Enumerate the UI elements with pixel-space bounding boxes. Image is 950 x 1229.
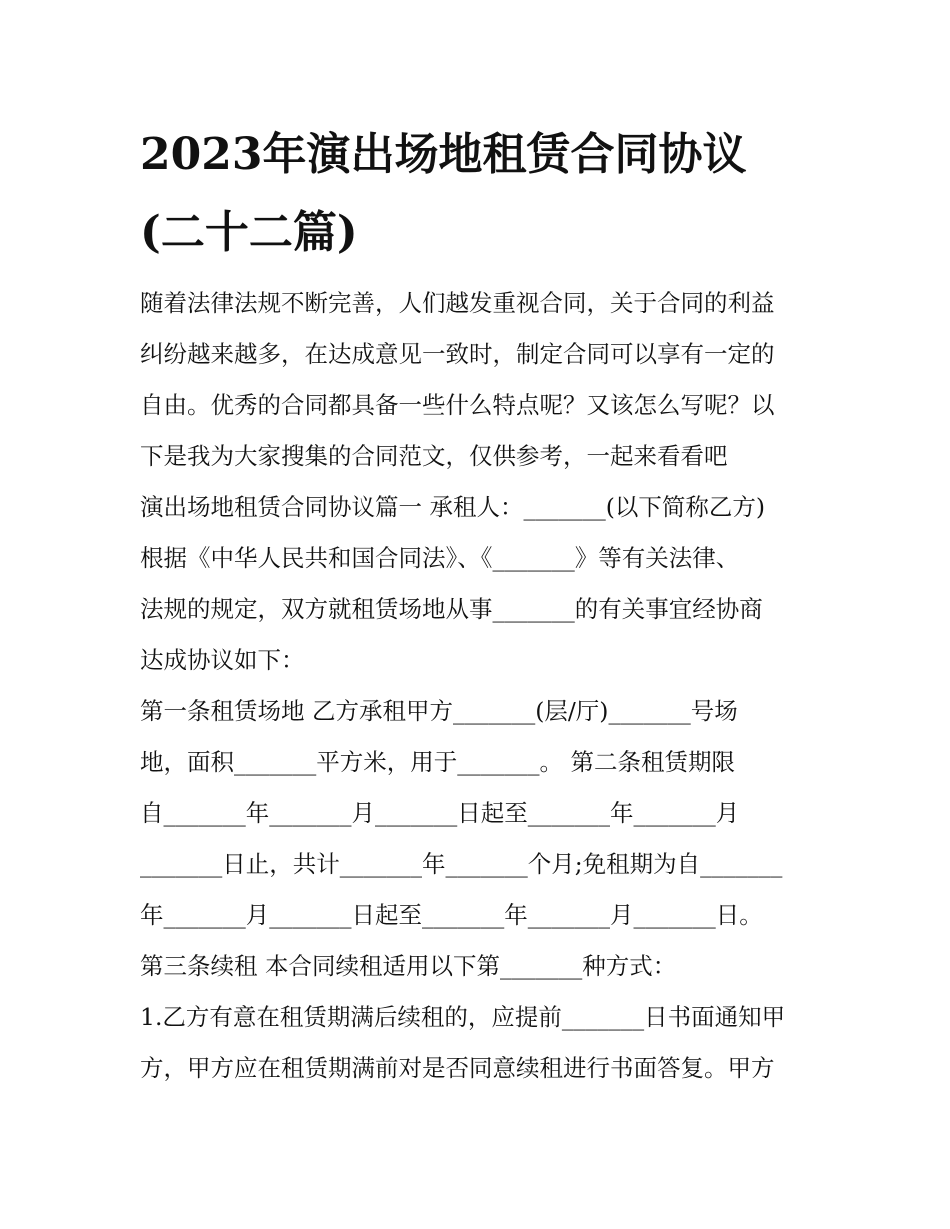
body-line: 演出场地租赁合同协议篇一 承租人：_______(以下简称乙方) [140, 493, 766, 521]
body-line: 第三条续租 本合同续租适用以下第_______种方式： [140, 952, 677, 980]
body-line: 达成协议如下： [140, 646, 305, 674]
body-line: 第一条租赁场地 乙方承租甲方_______(层/厅)_______号场 [140, 697, 738, 725]
body-line: 自由。优秀的合同都具备一些什么特点呢？又该怎么写呢？以 [140, 391, 775, 419]
body-line: 地，面积_______平方米，用于_______。 第二条租赁期限 [140, 748, 735, 776]
body-line: 1.乙方有意在租赁期满后续租的，应提前_______日书面通知甲 [140, 1003, 786, 1031]
title-line-1: 2023年演出场地租赁合同协议 [140, 129, 747, 180]
body-line: 根据《中华人民共和国合同法》、《_______》等有关法律、 [140, 544, 740, 572]
body-line: 随着法律法规不断完善，人们越发重视合同，关于合同的利益 [140, 289, 775, 317]
body-line: 纠纷越来越多，在达成意见一致时，制定合同可以享有一定的 [140, 340, 775, 368]
body-line: 年_______月_______日起至_______年_______月_______日。 [140, 901, 763, 929]
body-line: 自_______年_______月_______日起至_______年_______月 [140, 799, 740, 827]
document-body [140, 278, 830, 1094]
title-line-2: (二十二篇) [140, 207, 358, 258]
body-line: 下是我为大家搜集的合同范文，仅供参考，一起来看看吧 [140, 442, 728, 470]
body-line: 方，甲方应在租赁期满前对是否同意续租进行书面答复。甲方 [140, 1054, 775, 1082]
body-line: _______日止，共计_______年_______个月;免租期为自_______ [140, 850, 783, 878]
document-title [140, 116, 830, 272]
body-line: 法规的规定，双方就租赁场地从事_______的有关事宜经协商 [140, 595, 763, 623]
